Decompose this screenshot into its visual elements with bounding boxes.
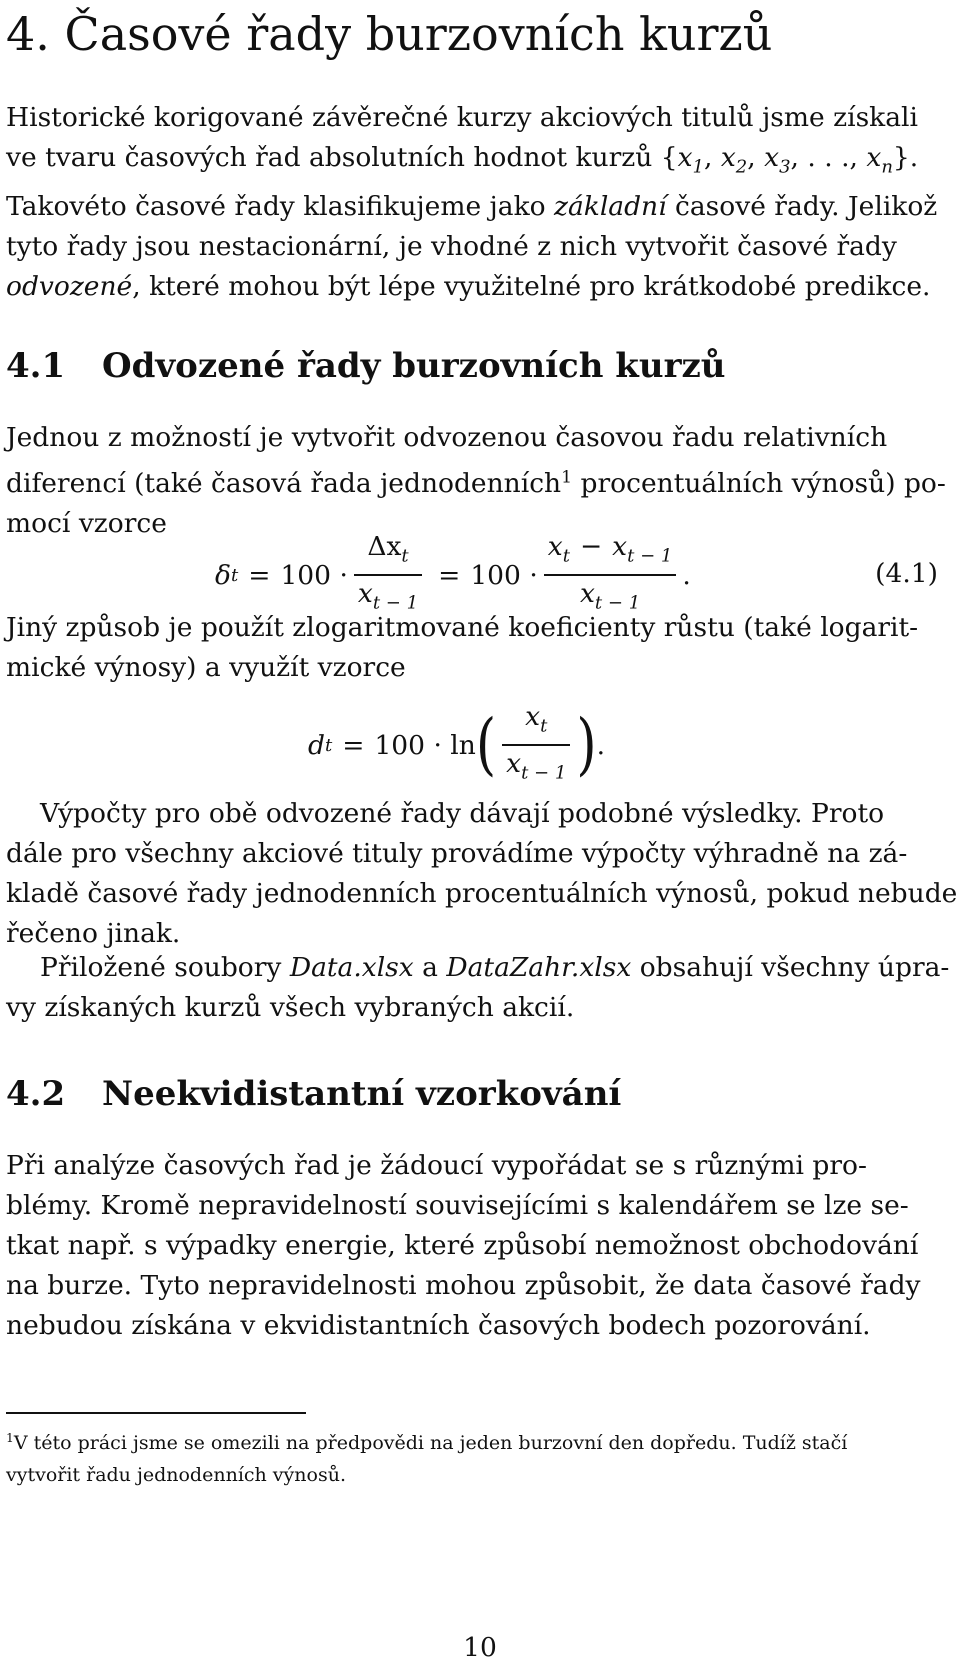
section1-paragraph-2 [6, 608, 940, 688]
s1p1-line-2: diferencí (také časová řada jednodenních$^1$ procentuálních výnosů) po- [6, 468, 946, 500]
footnote-line-2: vytvořit řadu jednodenních výnosů. [6, 1463, 346, 1486]
page-number: 10 [463, 1632, 497, 1663]
fraction-difference: $\frac{x_t - x_{t - 1}}{x_{t - 1}}$ [544, 529, 677, 621]
s1p4-line-2: vy získaných kurzů všech vybraných akcií. [6, 992, 575, 1023]
intro-line-2: ve tvaru časových řad absolutních hodnot kurzů {$x_1$, $x_2$, $x_3$, . . ., $x_n$}. [6, 142, 919, 178]
s1p3-line-3: kladě časové řady jednodenních procentuálních výnosů, pokud nebude [6, 878, 958, 909]
section-4-1-heading [6, 344, 726, 388]
section-4-2-heading [6, 1072, 621, 1116]
section1-paragraph-4 [6, 948, 950, 1028]
s2-line-1: Při analýze časových řad je žádoucí vypořádat se s různými pro- [6, 1150, 867, 1181]
equation-4-1-body: δ t = 100 · $\frac{\Delta x_t}{x_{t - 1}}$ = 100 · $\frac{x_t - x_{t - 1}}{x_{t - 1}}$ . [215, 530, 691, 620]
intro-paragraph [6, 98, 940, 307]
s1p3-line-2: dále pro všechny akciové tituly provádíme výpočty výhradně na zá- [6, 838, 908, 869]
section-title: Neekvidistantní vzorkování [102, 1074, 622, 1114]
s1p2-line-1: Jiný způsob je použít zlogaritmované koeficienty růstu (také logarit- [6, 612, 919, 643]
s2-line-5: nebudou získána v ekvidistantních časových bodech pozorování. [6, 1310, 871, 1341]
intro-line-1: Historické korigované závěrečné kurzy akciových titulů jsme získali [6, 102, 918, 133]
section-number: 4.2 [6, 1074, 66, 1114]
section1-paragraph-1 [6, 418, 946, 544]
s1p4-line-1: Přiložené soubory Data.xlsx a DataZahr.xlsx obsahují všechny úpra- [40, 952, 950, 983]
s1p1-line-3: mocí vzorce [6, 508, 167, 540]
equation-log-returns-body: d t = 100 · ln ( $\frac{x_t}{x_{t - 1}}$ ) . [308, 698, 605, 792]
footnote-rule [6, 1412, 306, 1414]
s2-line-3: tkat např. s výpadky energie, které způsobí nemožnost obchodování [6, 1230, 919, 1261]
intro-line-3: Takovéto časové řady klasifikujeme jako základní časové řady. Jelikož [6, 191, 938, 223]
s1p1-line-1: Jednou z možností je vytvořit odvozenou časovou řadu relativních [6, 422, 888, 453]
s1p2-line-2: mické výnosy) a využít vzorce [6, 652, 406, 683]
footnote-line-1: $^1$V této práci jsme se omezili na předpovědi na jeden burzovní den dopředu. Tudíž stačí [6, 1431, 848, 1454]
fraction-ratio: $\frac{x_t}{x_{t - 1}}$ [502, 699, 570, 791]
equation-4-1 [0, 530, 960, 620]
section2-paragraph [6, 1146, 940, 1346]
chapter-title: 4. Časové řady burzovních kurzů [6, 7, 773, 61]
s2-line-2: blémy. Kromě nepravidelností souvisejícími s kalendářem se lze se- [6, 1190, 909, 1221]
fraction-delta: $\frac{\Delta x_t}{x_{t - 1}}$ [354, 529, 422, 621]
s2-line-4: na burze. Tyto nepravidelnosti mohou způsobit, že data časové řady [6, 1270, 921, 1301]
footnote [6, 1422, 936, 1491]
intro-line-4: tyto řady jsou nestacionární, je vhodné z nich vytvořit časové řady [6, 231, 897, 263]
equation-log-returns [0, 698, 960, 792]
s1p3-line-4: řečeno jinak. [6, 918, 181, 949]
intro-line-5: odvozené, které mohou být lépe využitelné pro krátkodobé predikce. [6, 271, 931, 303]
section1-paragraph-3 [6, 794, 958, 954]
footnote-mark: 1 [6, 1431, 14, 1445]
equation-number: (4.1) [875, 558, 938, 589]
section-number: 4.1 [6, 346, 66, 386]
s1p3-line-1: Výpočty pro obě odvozené řady dávají podobné výsledky. Proto [40, 798, 885, 829]
section-title: Odvozené řady burzovních kurzů [102, 346, 726, 386]
